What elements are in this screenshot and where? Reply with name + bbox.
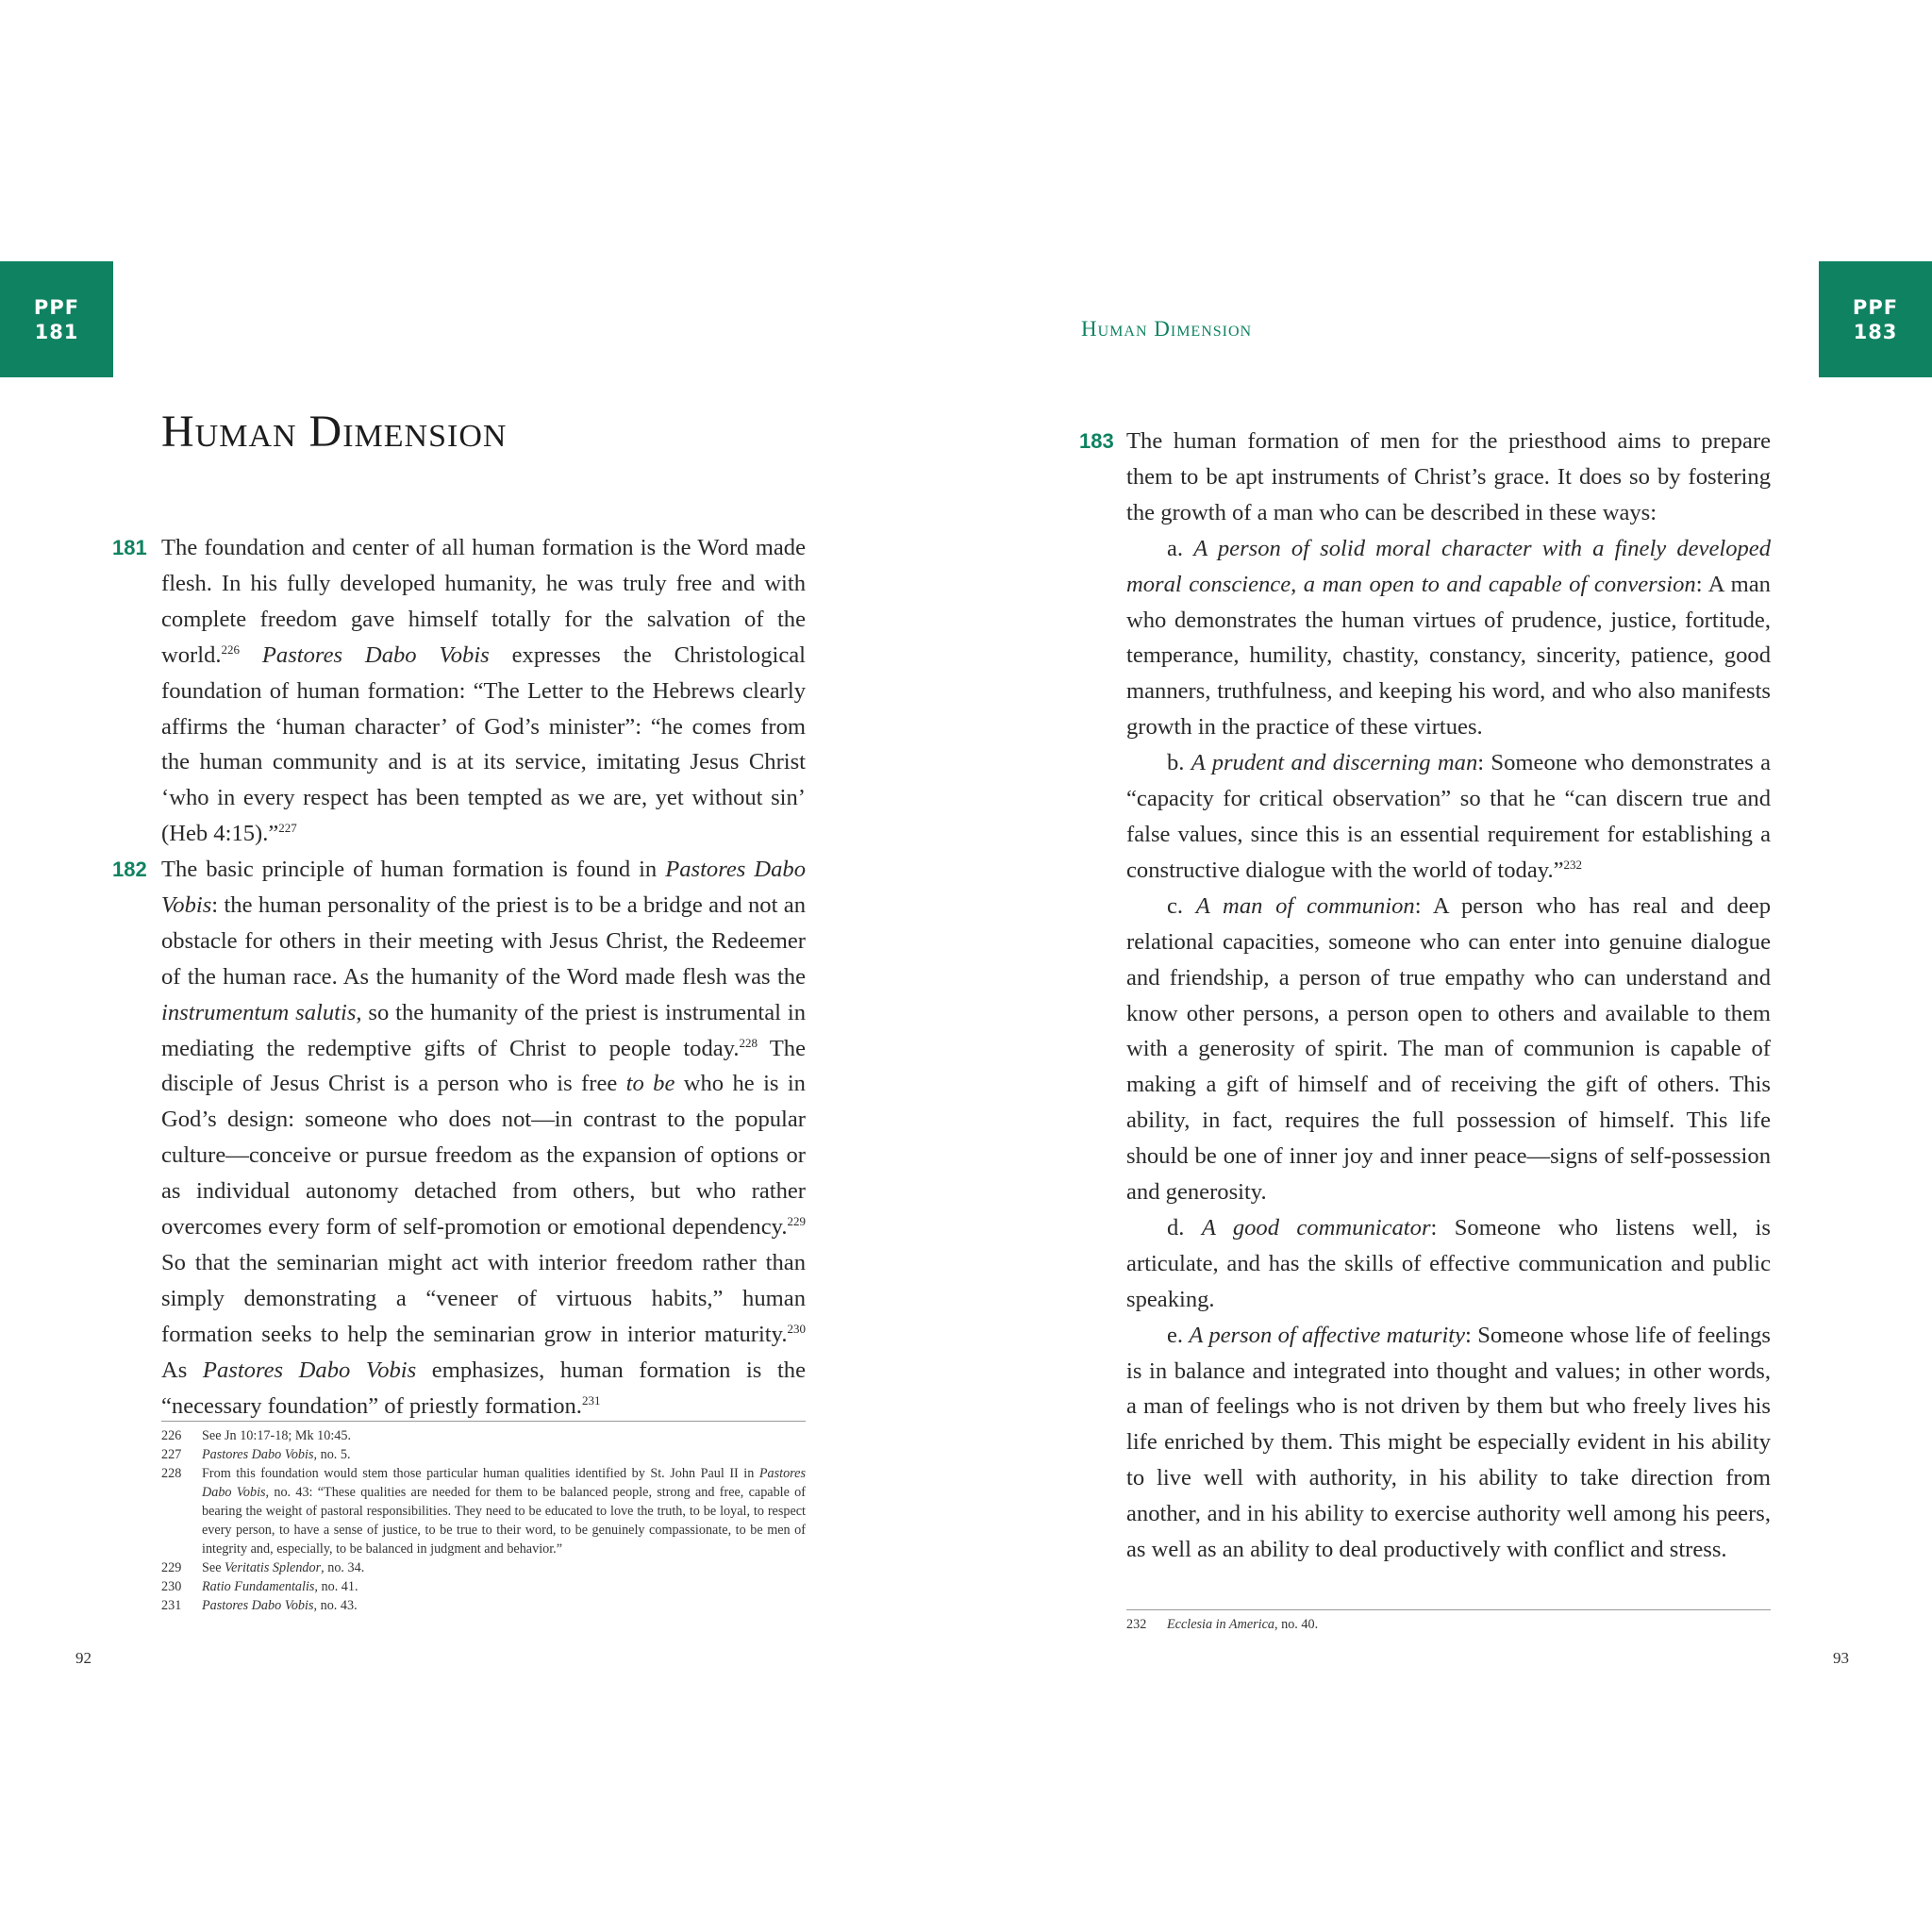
text-run: emphasizes, human formation is the “necessary foundation” of priestly formation. <box>161 1357 806 1419</box>
italic-text: A prudent and discerning man <box>1191 750 1478 776</box>
footnote <box>1126 1615 1771 1634</box>
tab-label: PPF <box>33 295 80 319</box>
text-run: who he is in God’s design: someone who does not—in contrast to the popular culture—conceive or pursue freedom as the expansion of options or as individual autonomy detached from others, but who rather overcomes every form of self-promotion or emotional dependency. <box>161 1071 806 1241</box>
text-run: e. <box>1167 1322 1190 1348</box>
text-run: : A person who has real and deep relational capacities, someone who can enter into genuine dialogue and friendship, a person of true empathy who can understand and know other persons, a person open to others and available to them with a generosity of spirit. The man of communion is capable of making a gift of himself and of receiving the gift of others. This ability, in fact, requires the full possession of himself. This life should be one of inner joy and inner peace—signs of self-possession and generosity. <box>1126 892 1772 1206</box>
text-run: : the human personality of the priest is to be a bridge and not an obstacle for others in their meeting with Jesus Christ, the Redeemer of the human race. As the humanity of the Word made flesh was the <box>161 891 806 990</box>
text-run <box>240 642 262 668</box>
tab-number: 181 <box>34 320 79 343</box>
italic-text: A person of solid moral character with a finely developed moral conscience, a man open to and capable of conversion <box>1126 535 1772 597</box>
footnote-number: 230 <box>161 1579 182 1594</box>
footnote-ref: 227 <box>278 821 297 836</box>
footnotes-right <box>1126 1615 1771 1634</box>
italic-text: Veritatis Splendor <box>225 1560 322 1575</box>
paragraph-181 <box>161 530 806 852</box>
footnote <box>161 1596 806 1615</box>
paragraph-intro <box>1126 424 1771 531</box>
footnote-rule <box>1126 1609 1771 1610</box>
footnote <box>161 1558 806 1577</box>
text-run: , no. 34. <box>321 1560 365 1575</box>
list-item-d <box>1126 1210 1771 1318</box>
text-run: : Someone who listens well, is articulate, and has the skills of effective communication and public speaking. <box>1126 1214 1772 1312</box>
footnote <box>161 1464 806 1558</box>
footnote-ref: 229 <box>787 1213 806 1228</box>
text-run: , no. 5. <box>313 1447 351 1462</box>
text-run: : Someone whose life of feelings is in balance and integrated into thought and values; in other words, a man of feelings who is not driven by them but who freely lives his life enriched by them. This might be especially evident in his ability to live well with authority, in his ability to take direction from another, and in his ability to exercise authority well among his peers, as well as an ability to deal productively with conflict and stress. <box>1126 1322 1772 1563</box>
tab-label: PPF <box>1852 295 1899 319</box>
paragraph-number-182: 182 <box>112 858 147 881</box>
italic-text: Pastores Dabo Vobis <box>261 641 490 668</box>
text-run: : Someone who demonstrates a “capacity for critical observation” so that he “can discern true and false values, since this is an essential requirement for establishing a constructive dialogue with the world of today.” <box>1126 750 1771 883</box>
paragraph-text <box>161 852 806 1424</box>
text-run: b. <box>1167 750 1191 776</box>
footnote-ref: 228 <box>739 1035 758 1050</box>
section-tab-right <box>1819 261 1932 377</box>
footnote-ref: 231 <box>581 1392 601 1407</box>
footnote-number: 232 <box>1126 1617 1147 1632</box>
italic-text: to be <box>625 1071 675 1097</box>
italic-text: Pastores Dabo Vobis <box>202 1447 314 1462</box>
text-run: : A man who demonstrates the human virtues of prudence, justice, fortitude, temperance, humility, chastity, constancy, sincerity, patience, good manners, truthfulness, and keeping his word, and who also manifests growth in the practice of these virtues. <box>1126 571 1771 741</box>
text-run: The foundation and center of all human formation is the Word made flesh. In his fully developed humanity, he was truly free and with complete freedom gave himself totally for the salvation of the world. <box>161 535 806 668</box>
footnote-text <box>202 1558 806 1577</box>
footnote-rule <box>161 1421 806 1422</box>
text-run: See Jn 10:17-18; Mk 10:45. <box>202 1428 352 1443</box>
footnote <box>161 1426 806 1445</box>
text-run: , no. 41. <box>314 1579 358 1594</box>
paragraph-183 <box>1126 424 1771 1568</box>
footnote-ref: 232 <box>1563 857 1583 872</box>
text-run: So that the seminarian might act with interior freedom rather than simply demonstrating a “veneer of virtuous habits,” human formation seeks to help the seminarian grow in interior maturity. <box>161 1249 806 1347</box>
italic-text: Ecclesia in America <box>1167 1617 1274 1632</box>
footnote-text <box>202 1577 806 1596</box>
italic-text: Ratio Fundamentalis <box>202 1579 315 1594</box>
page-number-left: 92 <box>75 1649 92 1667</box>
text-run: , no. 43: “These qualities are needed for them to be balanced people, strong and free, capable of bearing the weight of pastoral responsibilities. They need to be educated to love the truth, to be loyal, to respect every person, to have a sense of justice, to be true to their word, to be genuinely compassionate, to be men of integrity and, especially, to be balanced in judgment and behavior.” <box>202 1485 806 1557</box>
list-item-e <box>1126 1318 1771 1568</box>
footnote-number: 228 <box>161 1466 182 1481</box>
italic-text: A good communicator <box>1201 1214 1431 1241</box>
italic-text: A man of communion <box>1195 892 1415 919</box>
text-run: c. <box>1167 892 1196 919</box>
footnote-ref: 226 <box>221 641 241 657</box>
footnote-number: 231 <box>161 1598 182 1613</box>
footnote <box>161 1577 806 1596</box>
footnote-number: 227 <box>161 1447 182 1462</box>
italic-text: A person of affective maturity <box>1189 1322 1466 1348</box>
text-run: As <box>161 1357 203 1383</box>
page-number-right: 93 <box>1833 1649 1849 1667</box>
tab-number: 183 <box>1853 320 1898 343</box>
text-run: The disciple of Jesus Christ is a person who is free <box>161 1035 807 1097</box>
italic-text: Pastores Dabo Vobis <box>202 1466 806 1500</box>
italic-text: instrumentum salutis <box>161 999 357 1025</box>
text-run: , no. 43. <box>313 1598 358 1613</box>
text-run: , no. 40. <box>1274 1617 1319 1632</box>
paragraph-text <box>161 530 806 852</box>
footnote-ref: 230 <box>787 1321 806 1336</box>
text-run: , so the humanity of the priest is instrumental in mediating the redemptive gifts of Christ to people today. <box>161 999 806 1061</box>
list-item-b <box>1126 745 1771 889</box>
paragraph-number-183: 183 <box>1079 429 1114 453</box>
section-tab-left <box>0 261 113 377</box>
footnote-text <box>202 1445 806 1464</box>
text-run: The human formation of men for the priesthood aims to prepare them to be apt instruments of Christ’s grace. It does so by fostering the growth of a man who can be described in these ways: <box>1126 428 1771 525</box>
text-run: From this foundation would stem those particular human qualities identified by St. John Paul II in <box>202 1466 759 1481</box>
text-run: a. <box>1167 535 1194 561</box>
footnote-text <box>202 1464 806 1558</box>
text-run: expresses the Christological foundation of human formation: “The Letter to the Hebrews clearly affirms the ‘human character’ of God’s minister”: “he comes from the human community and is at its service, imitating Jesus Christ ‘who in every respect has been tempted as we are, yet without sin’ (Heb 4:15).” <box>161 641 806 847</box>
list-item-c <box>1126 889 1771 1210</box>
list-item-a <box>1126 531 1771 745</box>
text-run: See <box>202 1560 225 1575</box>
text-run: The basic principle of human formation is found in <box>161 857 666 882</box>
footnote-text <box>202 1596 806 1615</box>
text-run: d. <box>1167 1214 1202 1241</box>
footnote-number: 226 <box>161 1428 182 1443</box>
running-head: Human Dimension <box>1081 317 1253 341</box>
italic-text: Pastores Dabo Vobis <box>202 1357 417 1383</box>
italic-text: Pastores Dabo Vobis <box>202 1598 314 1613</box>
chapter-title: Human Dimension <box>161 407 508 457</box>
footnote-text <box>202 1426 806 1445</box>
footnotes-left <box>161 1426 806 1615</box>
paragraph-number-181: 181 <box>112 536 147 559</box>
footnote-text <box>1167 1615 1771 1634</box>
italic-text: Pastores Dabo Vobis <box>161 857 806 918</box>
footnote <box>161 1445 806 1464</box>
paragraph-182 <box>161 852 806 1424</box>
footnote-number: 229 <box>161 1560 182 1575</box>
